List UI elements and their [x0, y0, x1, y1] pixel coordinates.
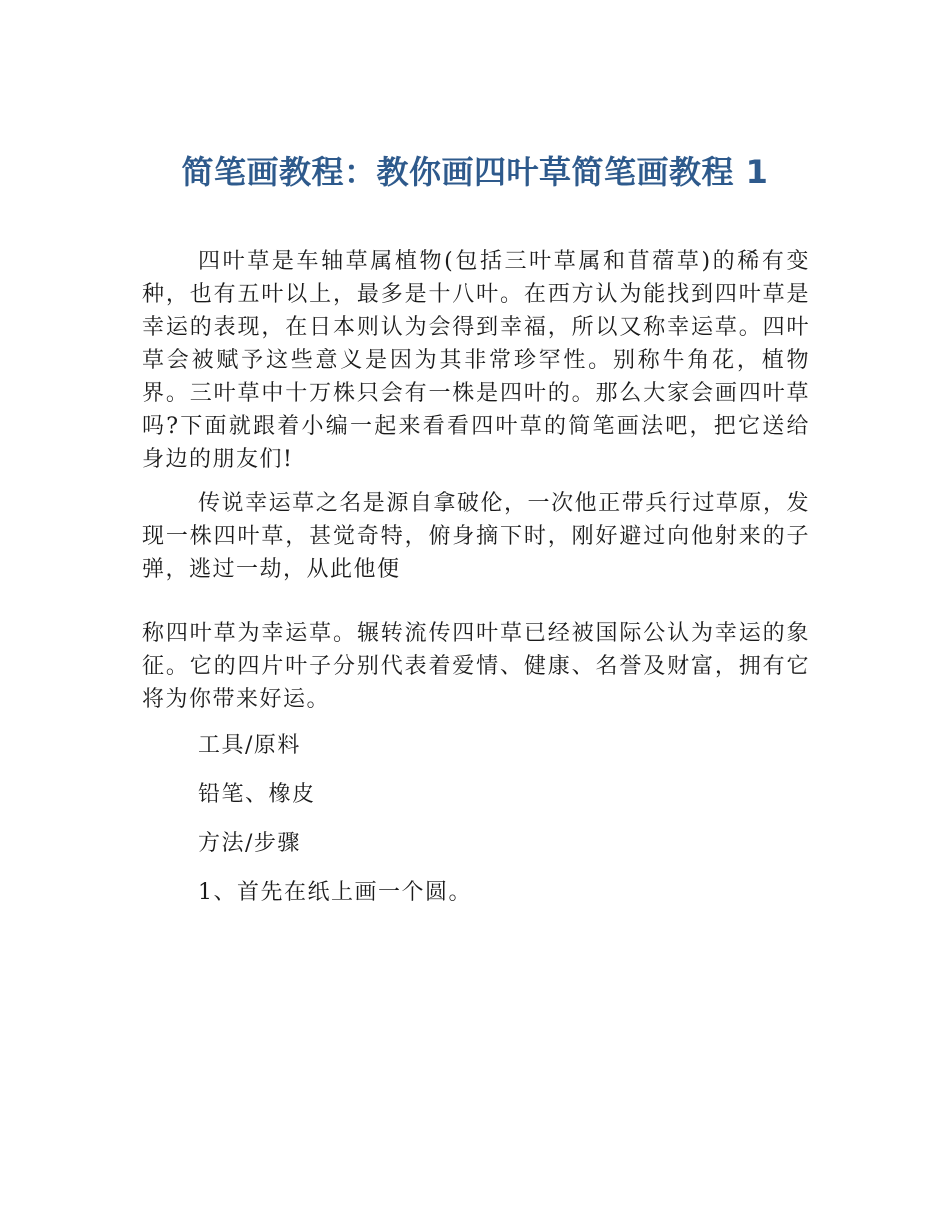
method-heading: 方法/步骤: [198, 831, 301, 856]
tools-list: 铅笔、橡皮: [198, 782, 316, 807]
document-title: 简笔画教程：教你画四叶草简笔画教程 1: [181, 153, 769, 191]
step-1: 1、首先在纸上画一个圆。: [198, 880, 472, 905]
tools-heading: 工具/原料: [198, 733, 301, 758]
paragraph-symbolism: 称四叶草为幸运草。辗转流传四叶草已经被国际公认为幸运的象征。它的四片叶子分别代表着爱情、健康、名誉及财富，拥有它将为你带来好运。: [142, 621, 810, 712]
paragraph-intro: 四叶草是车轴草属植物(包括三叶草属和苜蓿草)的稀有变种，也有五叶以上，最多是十八叶。在西方认为能找到四叶草是幸运的表现，在日本则认为会得到幸福，所以又称幸运草。四叶草会被赋予这些意义是因为其非常珍罕性。别称牛角花，植物界。三叶草中十万株只会有一株是四叶的。那么大家会画四叶草吗?下面就跟着小编一起来看看四叶草的简笔画法吧，把它送给身边的朋友们!: [142, 249, 810, 472]
paragraph-legend: 传说幸运草之名是源自拿破伦，一次他正带兵行过草原，发现一株四叶草，甚觉奇特，俯身摘下时，刚好避过向他射来的子弹，逃过一劫，从此他便: [142, 491, 810, 582]
